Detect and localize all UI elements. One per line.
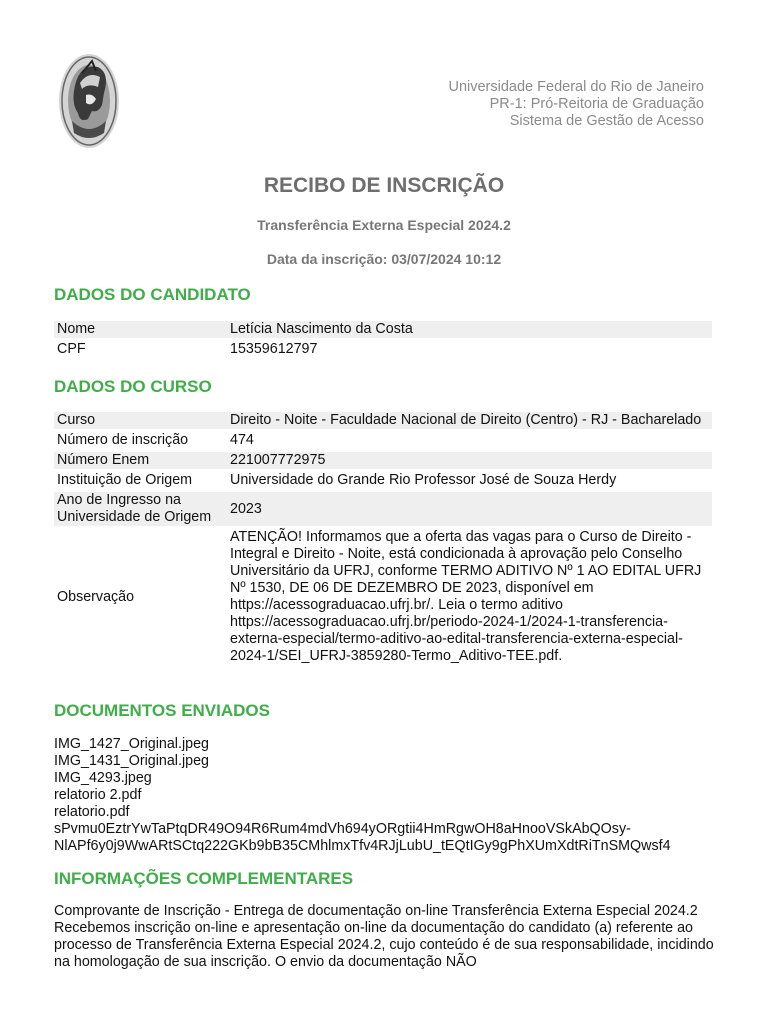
row-label: Nome <box>54 321 227 338</box>
documents-list <box>54 736 671 855</box>
course-table <box>54 409 712 668</box>
row-label: CPF <box>57 341 86 357</box>
pro-rectory-name: PR-1: Pró-Reitoria de Graduação <box>489 96 704 112</box>
page-title: RECIBO DE INSCRIÇÃO <box>263 174 505 197</box>
process-subtitle: Transferência Externa Especial 2024.2 <box>257 217 511 233</box>
candidate-section-heading: DADOS DO CANDIDATO <box>54 285 251 304</box>
complementary-section-heading: INFORMAÇÕES COMPLEMENTARES <box>54 869 354 888</box>
document-item: sPvmu0EztrYwTaPtqDR49O94R6Rum4mdVh694yORgtii4HmRgwOH8aHnooVSkAbQOsy- <box>54 821 631 837</box>
document-item: relatorio 2.pdf <box>54 787 142 803</box>
table-row <box>54 472 712 489</box>
table-row <box>54 341 712 358</box>
complementary-text: Comprovante de Inscrição - Entrega de documentação on-line Transferência Externa Especial 2024.2 Recebemos inscrição on-line e apresentação on-line da documentação do candidato (a) referente ao processo de Transferência Externa Especial 2024.2, cujo conteúdo é de sua responsabilidade, incidindo na homologação de sua inscrição. O envio da documentação NÃO <box>54 903 714 970</box>
row-value: ATENÇÃO! Informamos que a oferta das vagas para o Curso de Direito - Integral e Direito - Noite, está condicionada à aprovação pelo Conselho Universitário da UFRJ, conforme TERMO ADITIVO Nº 1 AO EDITAL UFRJ Nº 1530, DE 06 DE DEZEMBRO DE 2023, disponível em https://acessograduacao.ufrj.br/. Leia o termo aditivo https://acessograduacao.ufrj.br/periodo-2024-1/2024-1-transferencia-externa-especial/termo-aditivo-ao-edital-transferencia-externa-especial-2024-1/SEI_UFRJ-3859280-Termo_Aditivo-TEE.pdf. <box>230 529 702 664</box>
table-row <box>54 452 712 469</box>
document-item: IMG_4293.jpeg <box>54 770 152 786</box>
university-name: Universidade Federal do Rio de Janeiro <box>448 79 704 95</box>
row-value: 2023 <box>227 492 712 526</box>
row-label: Curso <box>54 412 227 429</box>
table-row <box>54 321 712 338</box>
row-value: Direito - Noite - Faculdade Nacional de Direito (Centro) - RJ - Bacharelado <box>227 412 712 429</box>
row-label: Número de inscrição <box>57 432 189 448</box>
row-value: 221007772975 <box>227 452 712 469</box>
table-row <box>54 412 712 429</box>
institution-header <box>448 79 704 130</box>
row-value: 15359612797 <box>230 341 318 357</box>
table-row <box>54 529 712 665</box>
row-value: Letícia Nascimento da Costa <box>227 321 712 338</box>
system-name: Sistema de Gestão de Acesso <box>509 113 704 129</box>
documents-section-heading: DOCUMENTOS ENVIADOS <box>54 701 270 720</box>
row-value: 474 <box>230 432 254 448</box>
table-row <box>54 432 712 449</box>
table-row <box>54 492 712 526</box>
candidate-table <box>54 318 712 361</box>
row-value: Universidade do Grande Rio Professor José de Souza Herdy <box>230 472 617 488</box>
document-item: relatorio.pdf <box>54 804 130 820</box>
row-label: Número Enem <box>54 452 227 469</box>
ufrj-minerva-logo <box>58 53 120 149</box>
row-label: Observação <box>57 588 135 605</box>
document-item: IMG_1427_Original.jpeg <box>54 736 209 752</box>
document-item: NlAPf6y0j9WwARtSCtq222GKb9bB35CMhlmxTfv4RJjLubU_tEQtIGy9gPhXUmXdtRiTnSMQwsf4 <box>54 838 671 854</box>
registration-date: Data da inscrição: 03/07/2024 10:12 <box>266 251 502 267</box>
document-item: IMG_1431_Original.jpeg <box>54 753 209 769</box>
row-label: Instituição de Origem <box>57 472 193 488</box>
row-label: Ano de Ingresso na Universidade de Origem <box>54 492 227 526</box>
course-section-heading: DADOS DO CURSO <box>54 377 212 396</box>
